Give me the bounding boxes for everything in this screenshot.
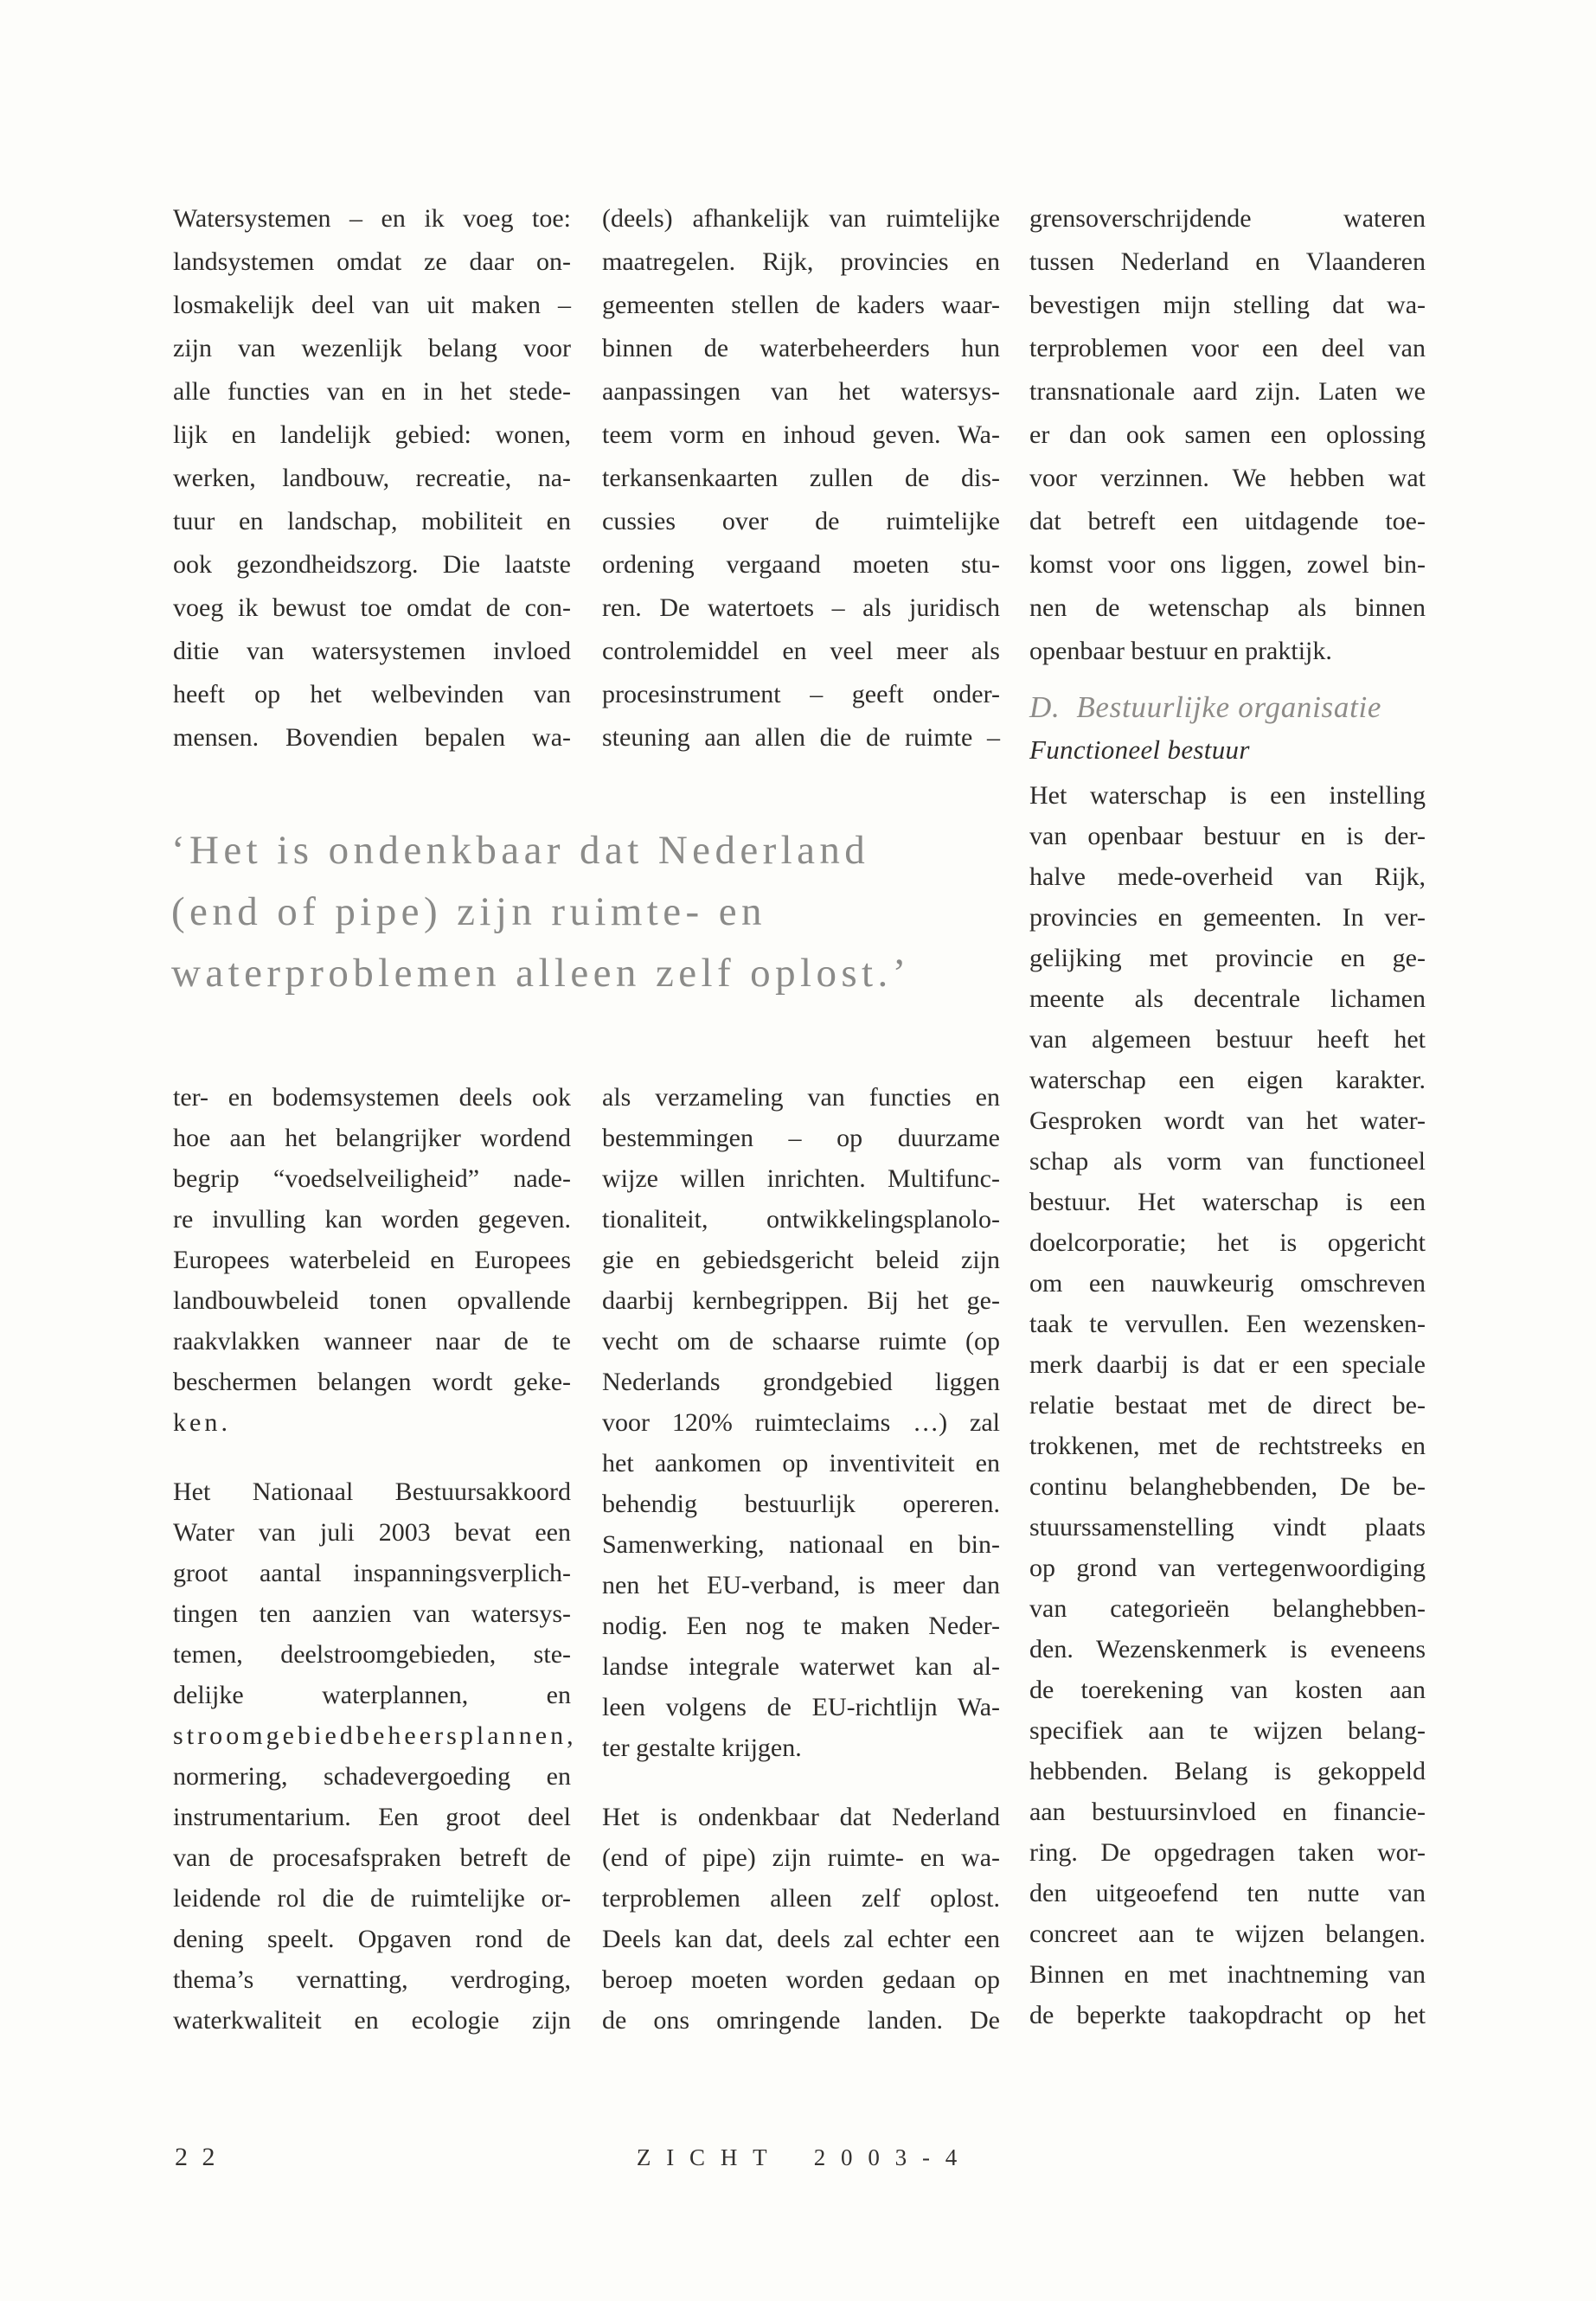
text-line: concreet aan te wijzen belangen. <box>1029 1920 1426 1948</box>
text-line: maatregelen. Rijk, provincies en <box>602 247 1000 276</box>
text-line: Samenwerking, nationaal en bin- <box>602 1530 1000 1559</box>
text-line: normering, schadevergoeding en <box>173 1762 571 1791</box>
text-line: hebbenden. Belang is gekoppeld <box>1029 1757 1426 1785</box>
text-line: ter- en bodemsystemen deels ook <box>173 1083 571 1112</box>
footer-journal-title: ZICHT 2003-4 <box>636 2144 973 2170</box>
text-line: Water van juli 2003 bevat een <box>173 1518 571 1547</box>
text-line: groot aantal inspanningsverplich- <box>173 1559 571 1587</box>
text-line: Watersystemen – en ik voeg toe: <box>173 204 571 233</box>
text-line: den. Wezenskenmerk is eveneens <box>1029 1635 1426 1663</box>
text-line: tussen Nederland en Vlaanderen <box>1029 247 1426 276</box>
paragraph <box>1029 197 1426 673</box>
paragraph <box>173 1077 571 1443</box>
paragraph <box>1029 775 1426 2035</box>
text-line: delijke waterplannen, en <box>173 1681 571 1709</box>
section-heading: D. Bestuurlijke organisatie <box>1029 690 1382 724</box>
text-line: stroomgebiedbeheersplannen, <box>173 1721 577 1750</box>
text-line: de beperkte taakopdracht op het <box>1029 2001 1426 2029</box>
text-line: vecht om de schaarse ruimte (op <box>602 1327 1000 1356</box>
text-line: trokkenen, met de rechtstreeks en <box>1029 1432 1426 1460</box>
text-line: heeft op het welbevinden van <box>173 680 571 708</box>
text-line: openbaar bestuur en praktijk. <box>1029 637 1332 665</box>
text-line: Binnen en met inachtneming van <box>1029 1960 1426 1989</box>
text-line: nen de wetenschap als binnen <box>1029 593 1426 622</box>
text-line: de ons omringende landen. De <box>602 2006 1000 2035</box>
text-line: beroep moeten worden gedaan op <box>602 1965 1000 1994</box>
text-line: ordening vergaand moeten stu- <box>602 550 1000 579</box>
text-line: lijk en landelijk gebied: wonen, <box>173 420 571 449</box>
text-line: Het Nationaal Bestuursakkoord <box>173 1477 571 1506</box>
text-line: stuurssamenstelling vindt plaats <box>1029 1513 1426 1541</box>
pull-quote <box>171 820 1036 1004</box>
text-line: aanpassingen van het watersys- <box>602 377 1000 406</box>
text-line: grensoverschrijdende wateren <box>1029 204 1426 233</box>
text-line: (end of pipe) zijn ruimte- en wa- <box>602 1843 1000 1872</box>
column-2-lower-text <box>602 1077 1000 2041</box>
column-3-body-text <box>1029 775 1426 2035</box>
text-line: er dan ook samen een oplossing <box>1029 420 1426 449</box>
text-line: ring. De opgedragen taken wor- <box>1029 1838 1426 1867</box>
text-line: bevestigen mijn stelling dat wa- <box>1029 291 1426 319</box>
text-line: re invulling kan worden gegeven. <box>173 1205 571 1234</box>
text-line: instrumentarium. Een groot deel <box>173 1803 571 1831</box>
text-line: van algemeen bestuur heeft het <box>1029 1025 1426 1054</box>
text-line: hoe aan het belangrijker wordend <box>173 1124 571 1152</box>
text-line: Het is ondenkbaar dat Nederland <box>602 1803 1000 1831</box>
footer-page-number: 22 <box>175 2143 229 2171</box>
section-subheading: Functioneel bestuur <box>1029 734 1250 765</box>
text-line: begrip “voedselveiligheid” nade- <box>173 1164 571 1193</box>
text-line: procesinstrument – geeft onder- <box>602 680 1000 708</box>
column-1-lower-text <box>173 1077 577 2041</box>
paragraph <box>602 1797 1000 2041</box>
text-line: transnationale aard zijn. Laten we <box>1029 377 1426 406</box>
text-line: nen het EU-verband, is meer dan <box>602 1571 1000 1599</box>
text-line: (deels) afhankelijk van ruimtelijke <box>602 204 1000 233</box>
text-line: taak te vervullen. Een wezensken- <box>1029 1310 1426 1338</box>
text-line: steuning aan allen die de ruimte – <box>602 723 1000 752</box>
text-line: ook gezondheidszorg. Die laatste <box>173 550 571 579</box>
text-line: landse integrale waterwet kan al- <box>602 1652 1000 1681</box>
text-line: (end of pipe) zijn ruimte- en <box>171 889 766 934</box>
text-line: leen volgens de EU-richtlijn Wa- <box>602 1693 1000 1721</box>
text-line: den uitgeoefend ten nutte van <box>1029 1879 1426 1907</box>
text-line: waterkwaliteit en ecologie zijn <box>173 2006 571 2035</box>
text-line: tingen ten aanzien van watersys- <box>173 1599 571 1628</box>
column-1-upper-text <box>173 197 571 760</box>
text-line: waterschap een eigen karakter. <box>1029 1066 1426 1094</box>
text-line: voor verzinnen. We hebben wat <box>1029 464 1426 492</box>
text-line: van openbaar bestuur en is der- <box>1029 822 1426 850</box>
text-line: het aankomen op inventiviteit en <box>602 1449 1000 1477</box>
paragraph <box>173 197 571 760</box>
paragraph <box>602 197 1000 760</box>
text-line: bestemmingen – op duurzame <box>602 1124 1000 1152</box>
text-line: daarbij kernbegrippen. Bij het ge- <box>602 1286 1000 1315</box>
text-line: als verzameling van functies en <box>602 1083 1000 1112</box>
text-line: meente als decentrale lichamen <box>1029 984 1426 1013</box>
text-line: wijze willen inrichten. Multifunc- <box>602 1164 1000 1193</box>
paragraph <box>602 1077 1000 1768</box>
text-line: de toerekening van kosten aan <box>1029 1676 1426 1704</box>
text-line: nodig. Een nog te maken Neder- <box>602 1612 1000 1640</box>
paragraph <box>173 1471 577 2041</box>
text-line: bestuur. Het waterschap is een <box>1029 1188 1426 1216</box>
text-line: behendig bestuurlijk opereren. <box>602 1490 1000 1518</box>
text-line: provincies en gemeenten. In ver- <box>1029 903 1426 932</box>
text-line: ken. <box>173 1408 232 1437</box>
text-line: zijn van wezenlijk belang voor <box>173 334 571 362</box>
text-line: leidende rol die de ruimtelijke or- <box>173 1884 571 1913</box>
text-line: van de procesafspraken betreft de <box>173 1843 571 1872</box>
text-line: cussies over de ruimtelijke <box>602 507 1000 535</box>
text-line: halve mede-overheid van Rijk, <box>1029 862 1426 891</box>
text-line: van categorieën belanghebben- <box>1029 1594 1426 1623</box>
text-line: gemeenten stellen de kaders waar- <box>602 291 1000 319</box>
text-line: ter gestalte krijgen. <box>602 1734 802 1762</box>
text-line: terproblemen voor een deel van <box>1029 334 1426 362</box>
text-line: voor 120% ruimteclaims …) zal <box>602 1408 1000 1437</box>
text-line: continu belanghebbenden, De be- <box>1029 1472 1426 1501</box>
text-line: Het waterschap is een instelling <box>1029 781 1426 810</box>
text-line: gelijking met provincie en ge- <box>1029 944 1426 972</box>
text-line: op grond van vertegenwoordiging <box>1029 1554 1426 1582</box>
text-line: om een nauwkeurig omschreven <box>1029 1269 1426 1298</box>
column-2-upper-text <box>602 197 1000 760</box>
text-line: temen, deelstroomgebieden, ste- <box>173 1640 571 1669</box>
text-line: raakvlakken wanneer naar de te <box>173 1327 571 1356</box>
text-line: dening speelt. Opgaven rond de <box>173 1925 571 1953</box>
text-line: voeg ik bewust toe omdat de con- <box>173 593 571 622</box>
text-line: relatie bestaat met de direct be- <box>1029 1391 1426 1420</box>
text-line: tionaliteit, ontwikkelingsplanolo- <box>602 1205 1000 1234</box>
text-line: komst voor ons liggen, zowel bin- <box>1029 550 1426 579</box>
column-3-intro-text <box>1029 197 1426 673</box>
text-line: losmakelijk deel van uit maken – <box>173 291 571 319</box>
text-line: teem vorm en inhoud geven. Wa- <box>602 420 1000 449</box>
text-line: Europees waterbeleid en Europees <box>173 1246 571 1274</box>
text-line: mensen. Bovendien bepalen wa- <box>173 723 571 752</box>
text-line: aan bestuursinvloed en financie- <box>1029 1798 1426 1826</box>
paragraph <box>171 820 1036 1004</box>
text-line: dat betreft een uitdagende toe- <box>1029 507 1426 535</box>
text-line: binnen de waterbeheerders hun <box>602 334 1000 362</box>
text-line: controlemiddel en veel meer als <box>602 637 1000 665</box>
text-line: ditie van watersystemen invloed <box>173 637 571 665</box>
text-line: landsystemen omdat ze daar on- <box>173 247 571 276</box>
text-line: waterproblemen alleen zelf oplost.’ <box>171 951 911 996</box>
column-3 <box>1029 197 1426 2035</box>
text-line: terproblemen alleen zelf oplost. <box>602 1884 1000 1913</box>
text-line: Nederlands grondgebied liggen <box>602 1368 1000 1396</box>
text-line: Deels kan dat, deels zal echter een <box>602 1925 1000 1953</box>
text-line: terkansenkaarten zullen de dis- <box>602 464 1000 492</box>
text-line: tuur en landschap, mobiliteit en <box>173 507 571 535</box>
text-line: Gesproken wordt van het water- <box>1029 1106 1426 1135</box>
text-line: doelcorporatie; het is opgericht <box>1029 1228 1426 1257</box>
text-line: merk daarbij is dat er een speciale <box>1029 1350 1426 1379</box>
text-line: specifiek aan te wijzen belang- <box>1029 1716 1426 1745</box>
text-line: ‘Het is ondenkbaar dat Nederland <box>171 828 870 873</box>
text-line: landbouwbeleid tonen opvallende <box>173 1286 571 1315</box>
text-line: alle functies van en in het stede- <box>173 377 571 406</box>
text-line: ren. De watertoets – als juridisch <box>602 593 1000 622</box>
text-line: beschermen belangen wordt geke- <box>173 1368 571 1396</box>
text-line: werken, landbouw, recreatie, na- <box>173 464 571 492</box>
text-line: gie en gebiedsgericht beleid zijn <box>602 1246 1000 1274</box>
text-line: schap als vorm van functioneel <box>1029 1147 1426 1176</box>
text-line: thema’s vernatting, verdroging, <box>173 1965 571 1994</box>
